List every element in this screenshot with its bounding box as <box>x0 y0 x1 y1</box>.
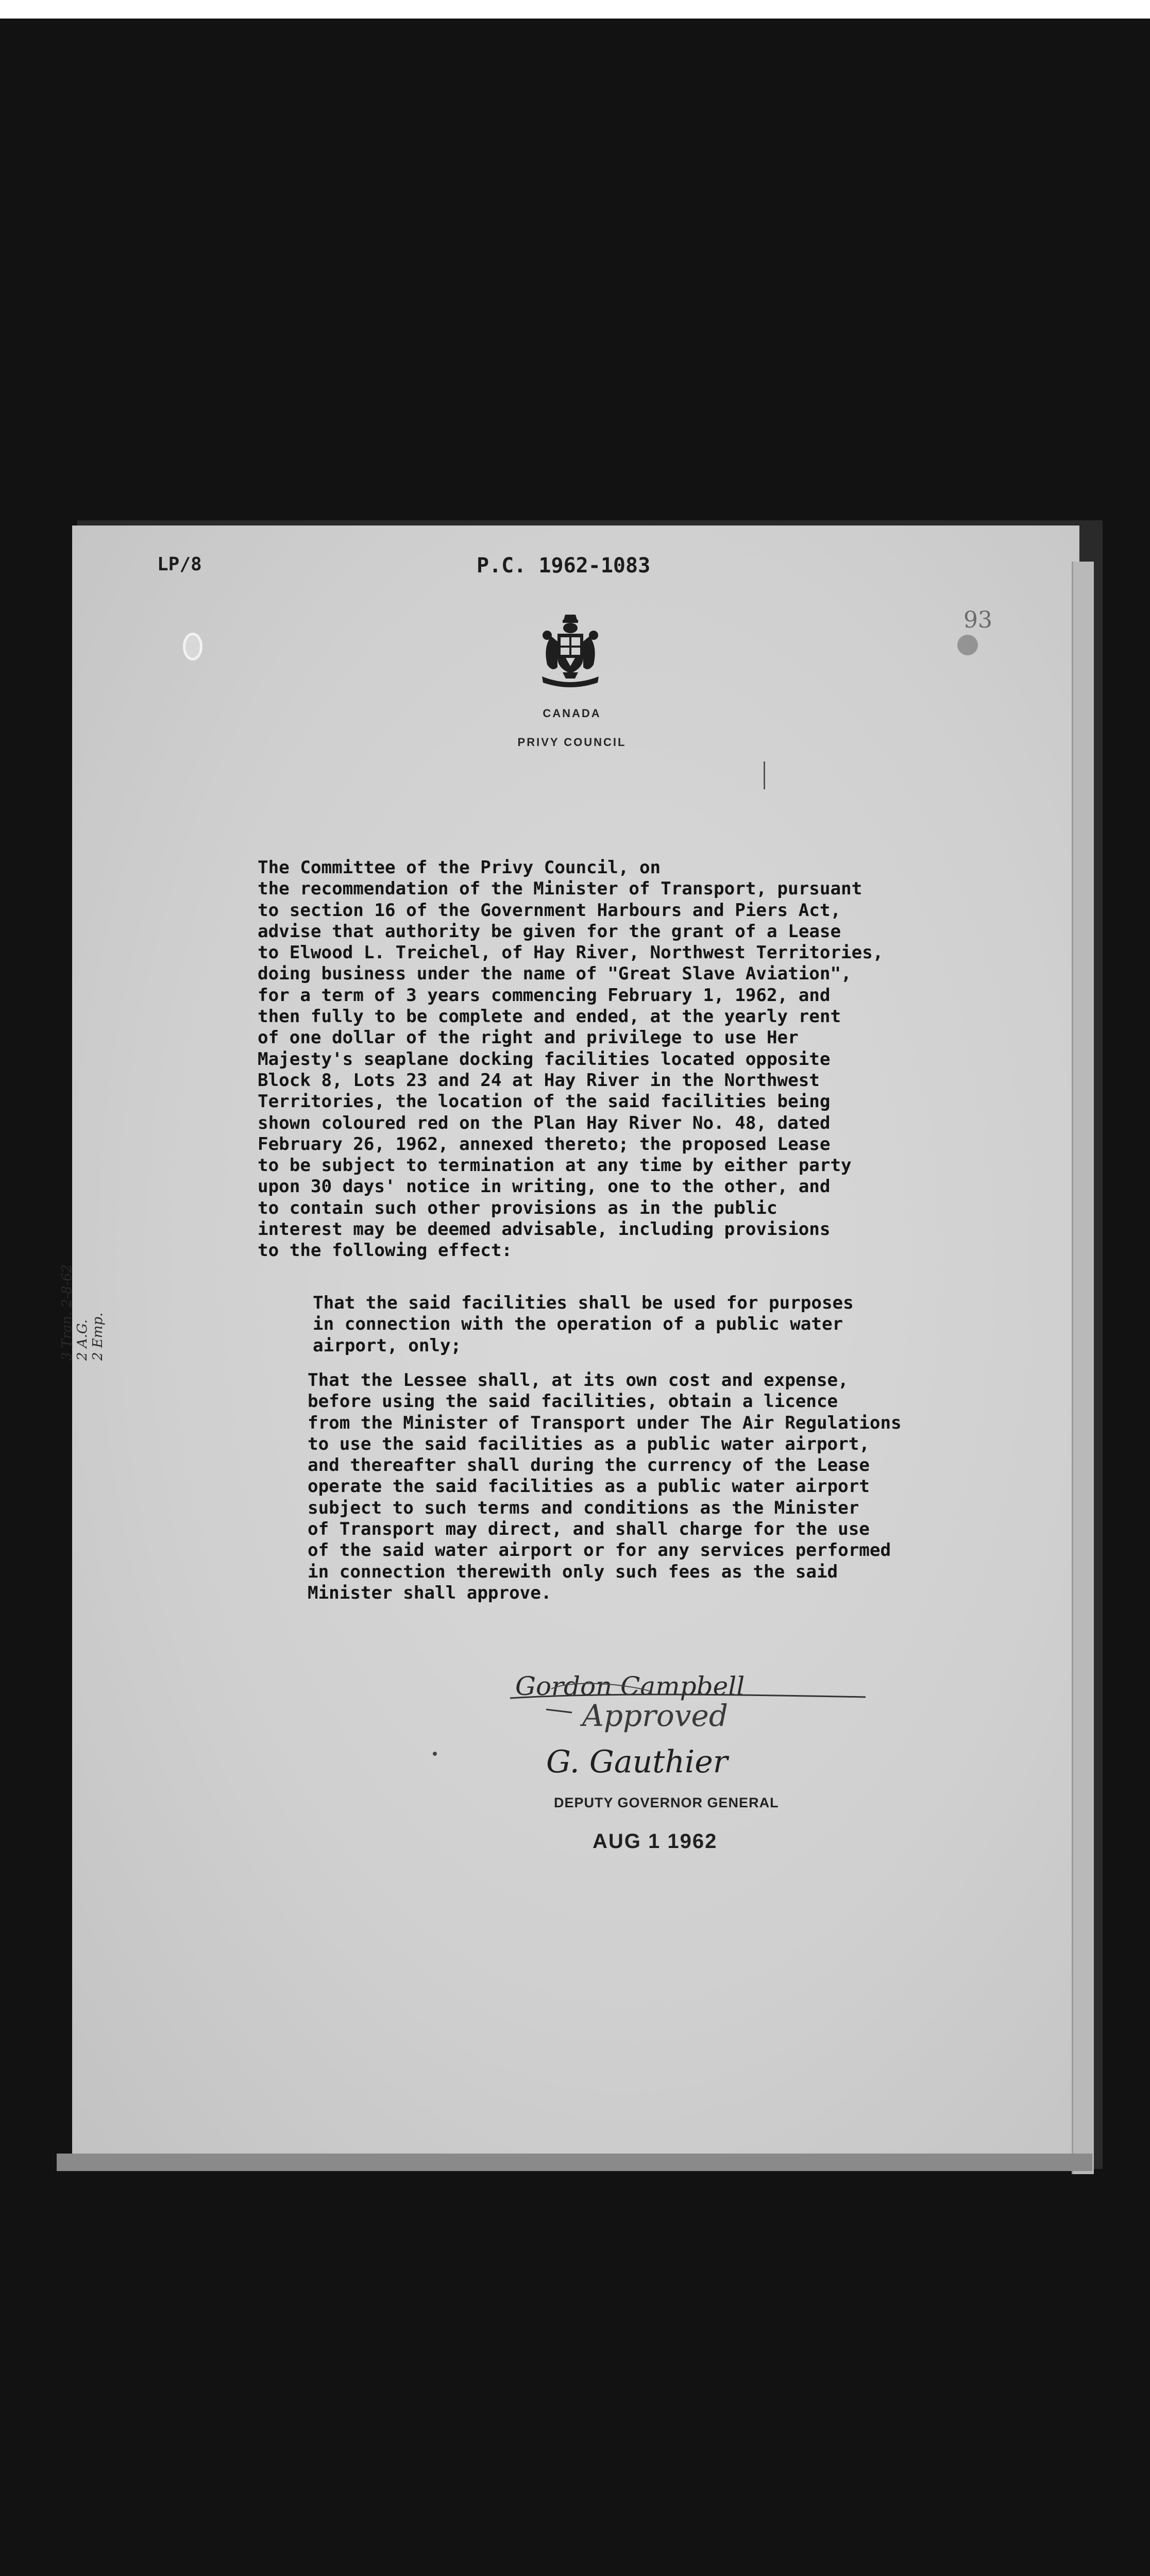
scan-top-strip <box>0 0 1150 19</box>
handwritten-distribution-note: 3 Tran. 2-8-62 2 A.G. 2 Emp. <box>59 1264 106 1361</box>
signature-block <box>495 1664 927 1783</box>
approval-date-stamp: AUG 1 1962 <box>593 1830 718 1853</box>
privy-council-label: PRIVY COUNCIL <box>517 736 627 749</box>
page-right-edge <box>1072 562 1094 2174</box>
page-number: 93 <box>963 607 992 633</box>
handwritten-signature-gordon-campbell: Gordon Campbell <box>515 1671 745 1701</box>
page-number-smudge <box>957 635 978 655</box>
page-bottom-edge <box>57 2154 1092 2171</box>
ink-dot <box>433 1752 437 1756</box>
country-label: CANADA <box>543 707 601 720</box>
pencil-tick-mark <box>764 761 765 789</box>
file-reference: LP/8 <box>157 554 202 575</box>
approved-stamp: Approved <box>582 1698 729 1733</box>
canada-coat-of-arms-icon <box>532 611 609 693</box>
clause-licence-and-fees: That the Lessee shall, at its own cost and expense, before using the said facilities, obtain a licence from the Minister of Transport under The Air Regulations to use the said facilities as a public water airport, and thereafter shall during the currency of the Lease operate the said facilities as a public water airport subject to such terms and conditions as the Minister of Transport may direct, and shall charge for the use of the said water airport or for any services performed in connection therewith only such fees as the said Minister shall approve. <box>308 1370 902 1603</box>
order-in-council-number: P.C. 1962-1083 <box>477 554 651 578</box>
deputy-governor-general-label: DEPUTY GOVERNOR GENERAL <box>554 1795 779 1810</box>
punch-hole <box>183 633 202 660</box>
order-paragraph: The Committee of the Privy Council, on the recommendation of the Minister of Transport, pursuant to section 16 of the Government Harbours and Piers Act, advise that authority be given for the grant of a Lease to Elwood L. Treichel, of Hay River, Northwest Territories, doing business under the name of "Great Slave Aviation", for a term of 3 years commencing February 1, 1962, and then fully to be complete and ended, at the yearly rent of one dollar of the right and privilege to use Her Majesty's seaplane docking facilities located opposite Block 8, Lots 23 and 24 at Hay River in the Northwest Territories, the location of the said facilities being shown coloured red on the Plan Hay River No. 48, dated February 26, 1962, annexed thereto; the proposed Lease to be subject to termination at any time by either party upon 30 days' notice in writing, one to the other, and to contain such other provisions as in the public interest may be deemed advisable, including provisions to the following effect: <box>258 857 884 1261</box>
clause-use-of-facilities: That the said facilities shall be used for purposes in connection with the operation of a public water airport, only; <box>313 1293 854 1356</box>
handwritten-signature-gauthier: G. Gauthier <box>546 1744 728 1780</box>
